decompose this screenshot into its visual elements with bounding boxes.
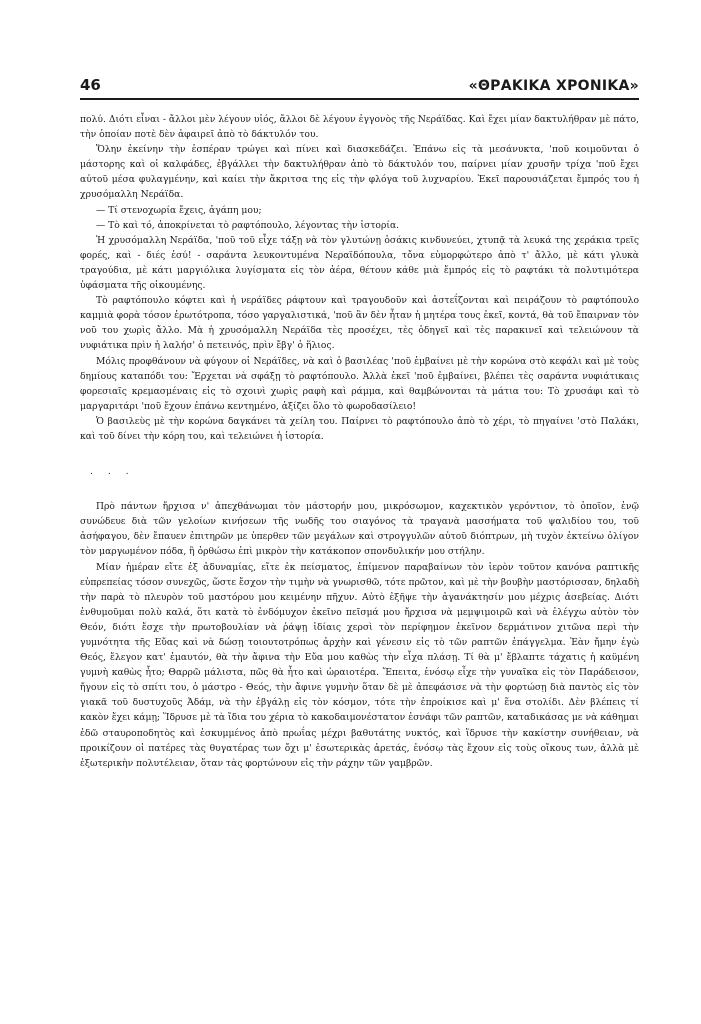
header-rule (80, 98, 639, 100)
paragraph: Μίαν ἡμέραν εἴτε ἐξ ἀδυναμίας, εἴτε ἐκ πείσματος, ἐπίμενον παραβαίνων τὸν ἱερὸν τοῦτον κανόνα ραπτικῆς εὐπρεπείας τόσον συνεχῶς, ὥστε ἔσχον τὴν τιμὴν νὰ γνωρισθῶ, τότε πρῶτον, καὶ μὲ τὴν βουβὴν μαστόρισσαν, δηλαδὴ τὴν παρὰ τὸ πλευρὸν τοῦ μαστόρου μου κειμένην πῆχυν. Αὐτὸ ἐξῆψε τὴν ἀγανάκτησίν μου μέχρις ἀσεβείας. Διότι ἐνθυμοῦμαι πολὺ καλά, ὅτι κατὰ τὸ ἐνδόμυχον ἐκεῖνο πεῖσμά μου ἤρχισα νὰ μεμψιμοιρῶ καὶ νὰ ἐλέγχω αὐτὸν τὸν Θεόν, διότι ἔσχε τὴν πρωτοβουλίαν νὰ ῥάψῃ ἰδίαις χερσὶ τὸν περίφημον ἐκεῖνον δερμάτινον χιτῶνα περὶ τὴν γυμνότητα τῆς Εὔας καὶ νὰ δώσῃ τοιουτοτρόπως ἀρχὴν καὶ γένεσιν εἰς τὸ τῶν ραπτῶν ἐπάγγελμα. Ἐὰν ἤμην ἐγὼ Θεός, ἔλεγον κατ' ἐμαυτόν, θὰ τὴν ἄφινα τὴν Εὔα μου καθὼς τὴν εἶχα πλάσῃ. Τί θὰ μ' ἔβλαπτε τάχατις ἡ καϋμένη γυμνὴ καθὼς ἦτο; Θαρρῶ μάλιστα, πῶς θὰ ἦτο καὶ ὡραιοτέρα. Ἔπειτα, ἐνόσῳ εἶχε τὴν γυναῖκα εἰς τὸν Παράδεισον, ἤγουν εἰς τὸ σπίτι του, ὁ μάστρο - Θεός, τὴν ἄφινε γυμνὴν ὅταν δὲ μὲ ἀπεφάσισε νὰ τὴν φορτώσῃ διὰ παντὸς εἰς τὸν γιακᾶ τοῦ δυστυχοῦς Ἀδάμ, νὰ τὴν ἐβγάλῃ εἰς τὸν κόσμον, τότε τὴν ἐπροίκισε καὶ μ' ἕνα στολίδι. Δὲν βλέπεις τί κακὸν ἔχει κάμῃ; Ἵδρυσε μὲ τὰ ἴδια του χέρια τὸ κακοδαιμονέστατον ἐσνάφι τῶν ραπτῶν, καταδικάσας με νὰ κάθημαι ἐδῶ σταυροποδητὸς καὶ ἐσκυμμένος ἀπὸ πρωΐας μέχρι βαθυτάτης νυκτός, καὶ ἵδρυσε τὴν κακίστην συνήθειαν, νὰ προικίζουν οἱ πατέρες τὰς θυγατέρας των ὄχι μ' ἐσωτερικὰς ἀρετάς, ἐνόσῳ τὰς ἔχουν εἰς τοὺς οἴκους των, ἀλλὰ μὲ ἐξωτερικὴν πολυτέλειαν, ὅταν τὰς φορτώνουν εἰς τὴν ράχην τῶν γαμβρῶν. (80, 561, 639, 769)
paragraph: Μόλις προφθάνουν νὰ φύγουν οἱ Νεράϊδες, νὰ καὶ ὁ βασιλέας 'ποῦ ἐμβαίνει μὲ τὴν κορώνα στὸ κεφάλι καὶ μὲ τοὺς δημίους καταπόδι του: Ἔρχεται νὰ σφάξῃ τὸ ραφτόπουλο. Ἀλλὰ ἐκεῖ 'ποῦ ἐμβαίνει, βλέπει τὲς σαράντα νυφιάτικαις φορεσιαῖς κρεμασμέναις εἰς τὸ σχοινὶ χωρὶς ραφὴ καὶ ράμμα, καὶ θαμβώνονται τὰ μάτια του: Τὸ χρυσάφι καὶ τὸ μαργαριτάρι 'ποῦ ἔχουν ἐπάνω κεντημένο, ἀξίζει ὅλο τὸ φωροδασίλειο! (80, 355, 639, 412)
paragraph: Ἡ χρυσόμαλλη Νεράϊδα, 'ποῦ τοῦ εἶχε τάξῃ νὰ τὸν γλυτώνῃ ὁσάκις κινδυνεύει, χτυπᾷ τὰ λευκά της χεράκια τρεῖς φορές, καὶ - διές ἐσύ! - σαράντα λευκοντυμένα Νεραϊδόπουλα, τὄνα εὐμορφώτερο ἀπὸ τ' ἄλλο, μὲ κάτι γλυκὰ τραγούδια, μὲ κάτι μαργιόλικα λυγίσματα εἰς τὸν ἀέρα, θέτουν κάθε μιὰ ἔμπρός εἰς τὸ ραφτάκι τὰ πολυτιμότερα ὑφάσματα τῆς οἰκουμένης. (80, 234, 639, 292)
paragraph: πολύ. Διότι εἶναι - ἄλλοι μὲν λέγουν υἱός, ἄλλοι δὲ λέγουν ἐγγονὸς τῆς Νεράϊδας. Καὶ ἔχει μίαν δακτυλήθραν μὲ πάτο, τὴν ὁποίαν ποτὲ δὲν ἀφαιρεῖ ἀπὸ τὸ δάκτυλόν του. (80, 114, 639, 141)
paragraph: Ὅλην ἐκείνην τὴν ἑσπέραν τρώγει καὶ πίνει καὶ διασκεδάζει. Ἐπάνω εἰς τὰ μεσάνυκτα, 'ποῦ κοιμοῦνται ὁ μάστορης καὶ οἱ καλφάδες, ἐβγάλλει τὴν δακτυλήθραν ἀπὸ τὸ δάκτυλόν του, παίρνει μίαν χρυσῆν τρίχα 'ποῦ ἔχει αὐτοῦ μέσα φυλαγμένην, καὶ καίει τὴν ἄκριτσα της εἰς τὴν φλόγα τοῦ λυχναρίου. Ἐκεῖ παρουσιάζεται ἔμπρός του ἡ χρυσόμαλλη Νεράϊδα. (80, 144, 639, 201)
paragraph: Πρὸ πάντων ἤρχισα ν' ἀπεχθάνωμαι τὸν μάστορήν μου, μικρόσωμον, καχεκτικὸν γερόντιον, τὸ ὁποῖον, ἐνῷ συνώδευε διὰ τῶν γελοίων κινήσεων τῆς νωδῆς του σιαγόνος τὰ τραγανὰ μασσήματα τοῦ ψαλιδίου του, τοῦ ἀσήφαγου, δὲν ἔπαυεν ἐπιτηρῶν με ὑπερθεν τῶν μεγάλων καὶ στρογγυλῶν αὐτοῦ διόπτρων, μὴ τυχὸν ἐκτείνω ὀλίγον τὸν μαργωμένον πόδα, ἢ ὀρθώσω ἐπὶ μικρὸν τὴν κατάκοπον σπονδυλικήν μου στήλην. (80, 501, 639, 558)
dialogue-line: — Τὸ καὶ τό, ἀποκρίνεται τὸ ραφτόπουλο, λέγοντας τὴν ἱστορία. (96, 219, 400, 231)
journal-title: «ΘΡΑΚΙΚΑ ΧΡΟΝΙΚΑ» (468, 78, 639, 94)
page-number: 46 (80, 76, 101, 94)
paragraph: Τὸ ραφτόπουλο κόφτει καὶ ἡ νεράϊδες ράφτουν καὶ τραγουδοῦν καὶ ἀστεΐζονται καὶ πειράζουν τὸ ραφτόπουλο καμμιὰ φορὰ τόσον ἐρωτότροπα, τόσο γαργαλιστικά, 'ποῦ ἂν δὲν ἦταν ἡ μητέρα τους ἐκεῖ, κοντά, θὰ τοῦ ἔπαιρναν τὸν νοῦ του χωρὶς ἄλλο. Μὰ ἡ χρυσόμαλλη Νεράϊδα τὲς προσέχει, τὲς ὁδηγεῖ καὶ τὲς παρακινεῖ καὶ τελειώνουν τὰ νυφιάτικα πρὶν ἡ λαλήσ' ὁ πετεινός, πρὶν ἔβγ' ὁ ἥλιος. (80, 295, 639, 352)
body-text (80, 112, 639, 771)
section-break: . . . (90, 466, 135, 478)
dialogue-line: — Τί στενοχωρία ἔχεις, ἀγάπη μου; (96, 204, 262, 216)
page-header (80, 72, 639, 94)
paragraph: Ὁ βασιλεὺς μὲ τὴν κορώνα δαγκάνει τὰ χείλη του. Παίρνει τὸ ραφτόπουλο ἀπὸ τὸ χέρι, τὸ πηγαίνει 'στὸ Παλάκι, καὶ τοῦ δίνει τὴν κόρη του, καὶ τελειώνει ἡ ἱστορία. (80, 415, 639, 442)
